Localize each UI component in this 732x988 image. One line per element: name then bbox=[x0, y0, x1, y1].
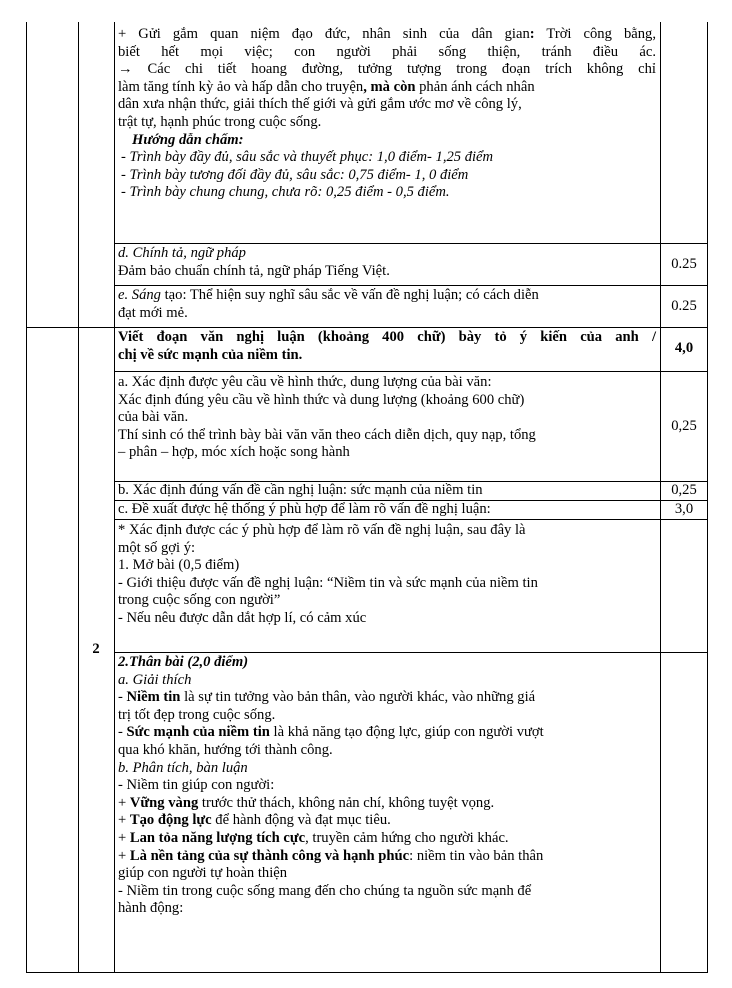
grading-guide-line-3: - Trình bày chung chung, chưa rõ: 0,25 điểm - 0,5 điểm. bbox=[121, 184, 450, 201]
point-2-text: để hành động và đạt mục tiêu. bbox=[211, 812, 391, 829]
intro-line-5: trong cuộc sống con người” bbox=[118, 592, 281, 609]
criterion-c bbox=[118, 501, 656, 519]
criterion-b-text: b. Xác định đúng vấn đề cần nghị luận: sức mạnh của niềm tin bbox=[118, 482, 483, 498]
criterion-e bbox=[118, 287, 656, 322]
belief-definition-2: trị tốt đẹp trong cuộc sống. bbox=[118, 706, 276, 723]
power-definition-1: là khả năng tạo động lực, giúp con người vượt bbox=[269, 724, 544, 741]
body-section-a: a. Giải thích bbox=[118, 671, 192, 688]
criterion-d-score: 0.25 bbox=[671, 256, 697, 272]
helps-line: - Niềm tin giúp con người: bbox=[118, 777, 275, 794]
criterion-a-line-2: Xác định đúng yêu cầu về hình thức và dung lượng (khoảng 600 chữ) bbox=[118, 391, 525, 408]
power-definition-2: qua khó khăn, hướng tới thành công. bbox=[118, 741, 333, 758]
criterion-a bbox=[118, 374, 656, 462]
criterion-a-line-4: Thí sinh có thể trình bày bài văn văn theo cách diễn dịch, quy nạp, tổng bbox=[118, 426, 536, 443]
criterion-e-score: 0.25 bbox=[671, 298, 697, 314]
analysis-line-2: biết hết mọi việc; con người phải sống thiện, tránh điều ác. bbox=[118, 43, 656, 60]
criterion-b-score: 0,25 bbox=[671, 482, 697, 498]
criterion-d bbox=[118, 245, 656, 280]
criterion-e-line-2: đạt mới mẻ. bbox=[118, 304, 188, 321]
analysis-line-1: + Gửi gắm quan niệm đạo đức, nhân sinh của dân gian: Trời công bằng, bbox=[118, 26, 656, 42]
analysis-line-3: → Các chi tiết hoang đường, tưởng tượng trong đoạn trích không chỉ bbox=[118, 61, 656, 78]
point-4-line-2: giúp con người tự hoàn thiện bbox=[118, 865, 288, 882]
question-2-prompt-line-2: chị về sức mạnh của niềm tin. bbox=[118, 346, 303, 363]
point-2-term: Tạo động lực bbox=[129, 812, 212, 829]
criterion-c-text: c. Đề xuất được hệ thống ý phù hợp để làm rõ vấn đề nghị luận: bbox=[118, 501, 491, 517]
criterion-a-line-3: của bài văn. bbox=[118, 409, 189, 426]
intro-line-1: * Xác định được các ý phù hợp để làm rõ vấn đề nghị luận, sau đây là bbox=[118, 522, 526, 538]
introduction-block bbox=[118, 522, 656, 628]
question-2-total-score: 4,0 bbox=[674, 340, 694, 356]
criterion-a-line-1: a. Xác định được yêu cầu về hình thức, dung lượng của bài văn: bbox=[118, 374, 492, 390]
point-4-term: Là nền tảng của sự thành công và hạnh phúc bbox=[129, 847, 410, 864]
point-3-term: Lan tỏa năng lượng tích cực bbox=[129, 829, 306, 846]
intro-line-3: 1. Mở bài (0,5 điểm) bbox=[118, 557, 240, 574]
analysis-block bbox=[118, 26, 656, 202]
belief-definition-1: là sự tin tưởng vào bản thân, vào người khác, vào những giá bbox=[180, 689, 536, 706]
point-1-text: trước thử thách, không nản chí, không tuyệt vọng. bbox=[198, 794, 495, 811]
body-block: 2.Thân bài (2,0 điểm) a. Giải thích - Niềm tin là sự tin tưởng vào bản thân, vào người khác, vào những giá trị tốt đẹp trong cuộc sống. - Sức mạnh của niềm tin là khả năng tạo động lực, giúp con người vượt qua khó khăn, hướng tới thành công. b. Phân tích, bàn luận - Niềm tin giúp con người: + Vững vàng trước thử thách, không nản chí, không tuyệt vọng. + Tạo động lực để hành động và đạt mục tiêu. + Lan tỏa năng lượng tích cực, truyền cảm hứng cho người khác. + Là nền tảng của sự thành công và hạnh phúc: niềm tin vào bản thân giúp con người tự hoàn thiện - Niềm tin trong cuộc sống mang đến cho chúng ta nguồn sức mạnh để hành động: bbox=[118, 654, 656, 918]
closing-line-1: - Niềm tin trong cuộc sống mang đến cho chúng ta nguồn sức mạnh để bbox=[118, 882, 532, 899]
closing-line-2: hành động: bbox=[118, 900, 184, 917]
question-2-prompt bbox=[118, 329, 656, 364]
point-1-term: Vững vàng bbox=[129, 794, 199, 811]
grading-guide-title: Hướng dẫn chấm: bbox=[132, 131, 244, 148]
intro-line-6: - Nếu nêu được dẫn dắt hợp lí, có cảm xúc bbox=[118, 609, 367, 626]
intro-line-2: một số gợi ý: bbox=[118, 539, 196, 556]
question-2-prompt-line-1: Viết đoạn văn nghị luận (khoảng 400 chữ) bày tỏ ý kiến của anh / bbox=[118, 329, 656, 345]
body-section-b: b. Phân tích, bàn luận bbox=[118, 759, 248, 776]
belief-term: Niềm tin bbox=[126, 689, 181, 706]
question-number: 2 bbox=[92, 641, 100, 657]
criterion-d-title: d. Chính tả, ngữ pháp bbox=[118, 245, 246, 261]
analysis-line-5: dân xưa nhận thức, giải thích thế giới và gửi gắm ước mơ về công lý, bbox=[118, 96, 522, 113]
criterion-e-lead: e. Sáng bbox=[118, 287, 161, 303]
criterion-a-score: 0,25 bbox=[671, 418, 697, 434]
body-title: 2.Thân bài (2,0 điểm) bbox=[118, 654, 249, 670]
criterion-b bbox=[118, 482, 656, 500]
power-term: Sức mạnh của niềm tin bbox=[126, 724, 270, 741]
criterion-d-text: Đảm bảo chuẩn chính tả, ngữ pháp Tiếng Việt. bbox=[118, 262, 390, 279]
criterion-a-line-5: – phân – hợp, móc xích hoặc song hành bbox=[118, 444, 350, 461]
grading-guide-line-2: - Trình bày tương đối đầy đủ, sâu sắc: 0,75 điểm- 1, 0 điểm bbox=[121, 166, 469, 183]
analysis-line-4: làm tăng tính kỳ ảo và hấp dẫn cho truyện, mà còn phản ánh cách nhân bbox=[118, 78, 535, 95]
criterion-e-line-1: tạo: Thể hiện suy nghĩ sâu sắc về vấn đề nghị luận; có cách diễn bbox=[160, 287, 539, 303]
analysis-line-6: trật tự, hạnh phúc trong cuộc sống. bbox=[118, 113, 322, 130]
intro-line-4: - Giới thiệu được vấn đề nghị luận: “Niềm tin và sức mạnh của niềm tin bbox=[118, 574, 538, 591]
point-3-text: , truyền cảm hứng cho người khác. bbox=[305, 829, 509, 846]
criterion-c-score: 3,0 bbox=[674, 501, 694, 517]
point-4-text: : niềm tin vào bản thân bbox=[409, 847, 544, 864]
grading-guide-line-1: - Trình bày đầy đủ, sâu sắc và thuyết phục: 1,0 điểm- 1,25 điểm bbox=[121, 149, 494, 166]
